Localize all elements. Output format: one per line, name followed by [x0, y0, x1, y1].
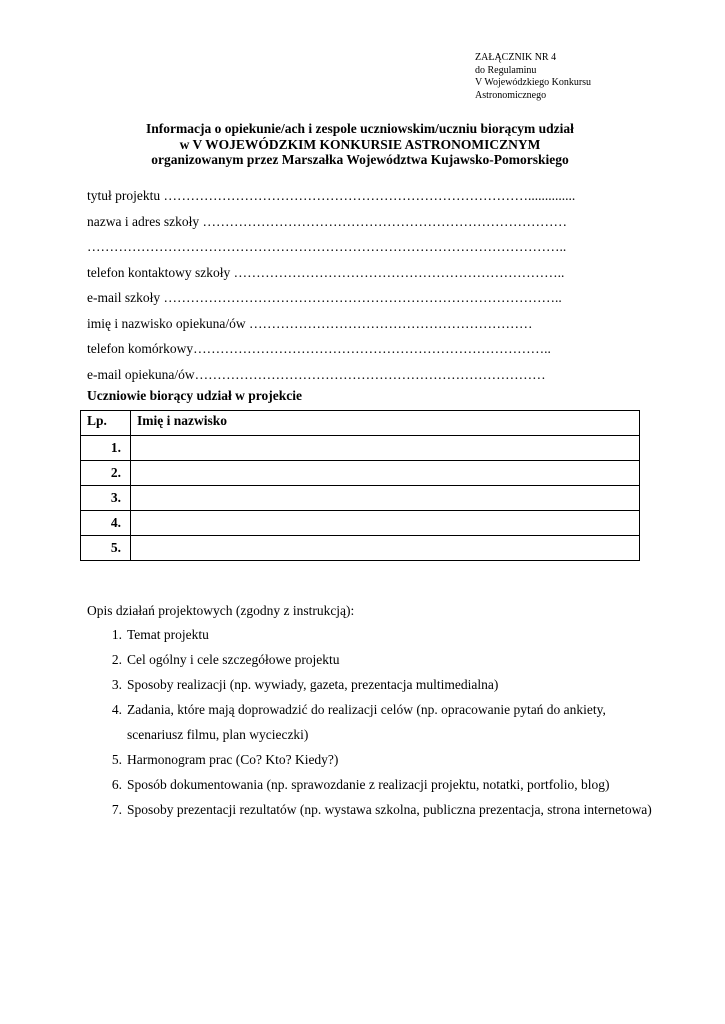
list-item-number: 1. — [111, 627, 122, 642]
list-item-number: 4. — [111, 702, 122, 717]
list-item-text: Temat projektu — [127, 627, 209, 642]
student-name-cell[interactable] — [131, 536, 640, 561]
list-item-number: 5. — [111, 752, 122, 767]
table-header-row — [81, 411, 640, 436]
table-row — [81, 436, 640, 461]
description-intro: Opis działań projektowych (zgodny z instrukcją): — [87, 603, 355, 618]
list-item-number: 2. — [111, 652, 122, 667]
guardian-name-field[interactable]: imię i nazwisko opiekuna/ów ……………………………………………………… — [87, 315, 533, 331]
list-item — [87, 697, 657, 747]
form-fields — [87, 183, 647, 387]
project-steps-list — [87, 622, 657, 822]
table-row — [81, 511, 640, 536]
school-phone-field[interactable]: telefon kontaktowy szkoły ……………………………………………………………….. — [87, 264, 565, 280]
student-name-cell[interactable] — [131, 486, 640, 511]
students-table — [80, 410, 640, 561]
list-item-text: Sposób dokumentowania (np. sprawozdanie z realizacji projektu, notatki, portfolio, blog) — [127, 777, 610, 792]
column-header-lp: Lp. — [81, 411, 131, 436]
list-item — [87, 647, 657, 672]
guardian-email-field[interactable]: e-mail opiekuna/ów…………………………………………………………………… — [87, 366, 546, 382]
list-item-text: Harmonogram prac (Co? Kto? Kiedy?) — [127, 752, 339, 767]
table-row — [81, 486, 640, 511]
table-row — [81, 461, 640, 486]
title-line-1: Informacja o opiekunie/ach i zespole uczniowskim/uczniu biorącym udział — [146, 121, 574, 136]
student-name-cell[interactable] — [131, 511, 640, 536]
list-item-text: Sposoby realizacji (np. wywiady, gazeta, prezentacja multimedialna) — [127, 677, 499, 692]
list-item-text: Sposoby prezentacji rezultatów (np. wystawa szkolna, publiczna prezentacja, strona internetowa) — [127, 802, 652, 817]
row-number: 3. — [81, 486, 131, 511]
list-item — [87, 622, 657, 647]
list-item-number: 7. — [111, 802, 122, 817]
list-item-number: 6. — [111, 777, 122, 792]
table-row — [81, 536, 640, 561]
title-line-2: w V WOJEWÓDZKIM KONKURSIE ASTRONOMICZNYM — [179, 136, 541, 152]
attachment-line-1: ZAŁĄCZNIK NR 4 — [475, 52, 557, 63]
document-title — [80, 121, 640, 168]
attachment-line-3: V Wojewódzkiego Konkursu — [475, 77, 592, 88]
list-item — [87, 772, 657, 797]
list-item-text: Zadania, które mają doprowadzić do realizacji celów (np. opracowanie pytań do ankiety, scenariusz filmu, plan wycieczki) — [127, 702, 606, 742]
list-item — [87, 747, 657, 772]
students-heading: Uczniowie biorący udział w projekcie — [87, 388, 302, 403]
row-number: 2. — [81, 461, 131, 486]
title-line-3: organizowanym przez Marszałka Województwa Kujawsko-Pomorskiego — [151, 152, 569, 167]
row-number: 5. — [81, 536, 131, 561]
student-name-cell[interactable] — [131, 461, 640, 486]
row-number: 1. — [81, 436, 131, 461]
project-title-field[interactable]: tytuł projektu ……………………………………………………………………….............. — [87, 188, 576, 203]
attachment-line-2: do Regulaminu — [475, 64, 537, 76]
list-item-number: 3. — [111, 677, 122, 692]
mobile-phone-field[interactable]: telefon komórkowy…………………………………………………………………….. — [87, 341, 551, 356]
list-item — [87, 672, 657, 697]
row-number: 4. — [81, 511, 131, 536]
school-address-continuation-field[interactable]: …………………………………………………………………………………………….. — [87, 239, 567, 254]
student-name-cell[interactable] — [131, 436, 640, 461]
list-item — [87, 797, 657, 822]
attachment-header — [475, 52, 591, 102]
list-item-text: Cel ogólny i cele szczegółowe projektu — [127, 652, 340, 667]
school-email-field[interactable]: e-mail szkoły …………………………………………………………………………….. — [87, 290, 562, 305]
school-name-address-field[interactable]: nazwa i adres szkoły ……………………………………………………………………… — [87, 213, 567, 229]
attachment-line-4: Astronomicznego — [475, 89, 547, 101]
column-header-name: Imię i nazwisko — [131, 411, 640, 436]
